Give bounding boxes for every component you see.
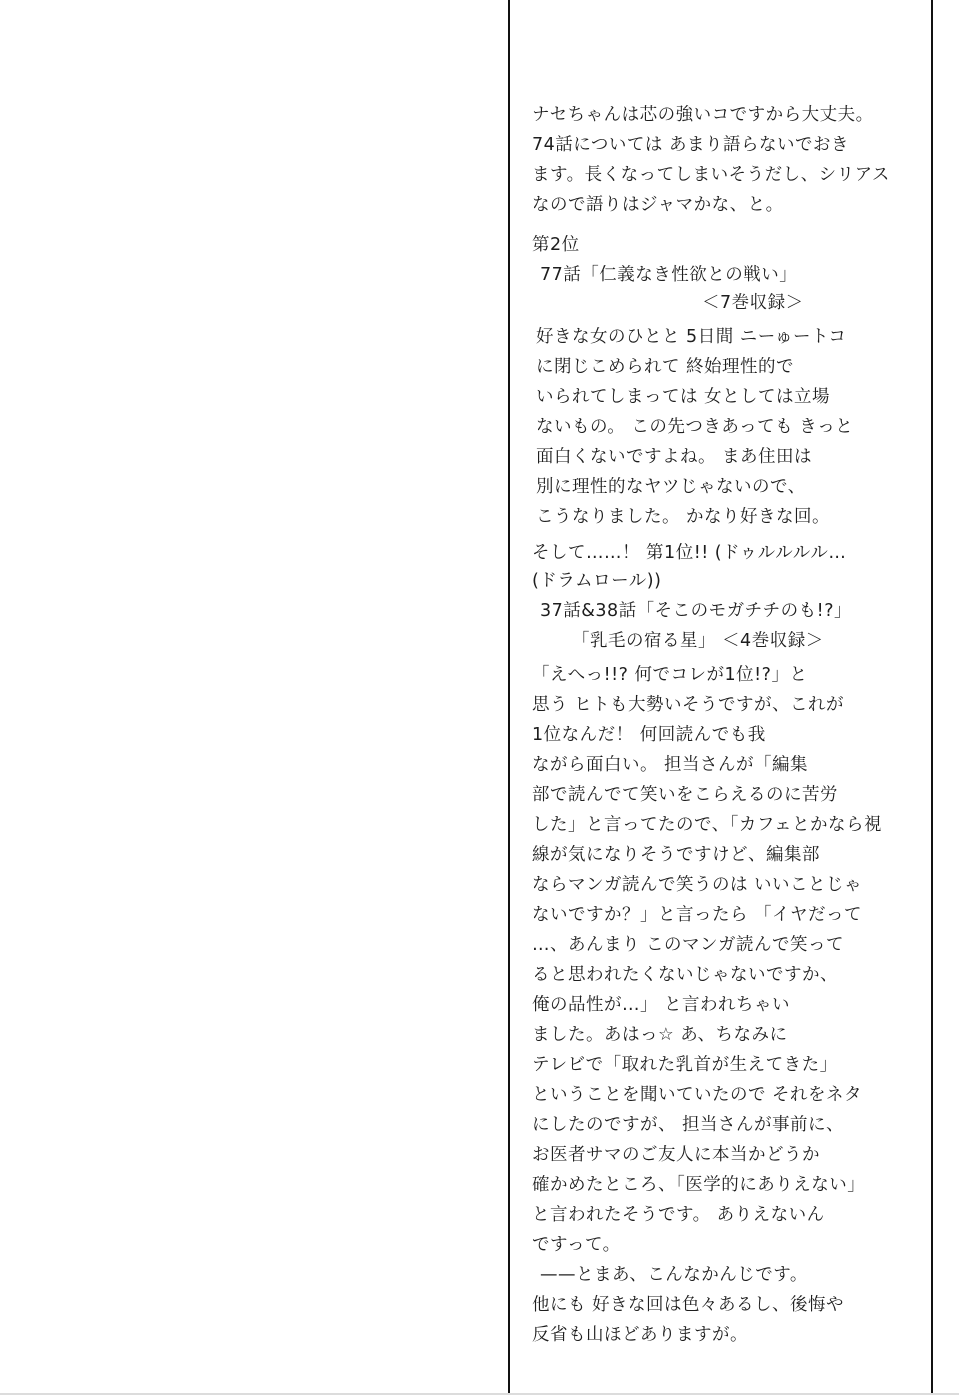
note-line: ナセちゃんは芯の強いコですから大丈夫。	[532, 105, 874, 125]
note-line: ないですか？」と言ったら 「イヤだって	[532, 905, 863, 925]
note-line: 思う ヒトも大勢いそうですが、これが	[532, 695, 845, 715]
note-line: 面白くないですよね。 まあ住田は	[536, 447, 813, 467]
note-line: に閉じこめられて 終始理性的で	[536, 357, 795, 377]
episode-title: 「乳毛の宿る星」 ＜4巻収録＞	[572, 631, 824, 651]
note-line: ました。あはっ☆ あ、ちなみに	[532, 1025, 788, 1045]
note-line: ないもの。 この先つきあっても きっと	[536, 417, 854, 437]
note-line: なので語りはジャマかな、と。	[532, 195, 784, 215]
note-line: 「えへっ!!? 何でコレが1位!?」と	[532, 665, 808, 685]
note-line: (ドラムロール))	[532, 571, 662, 591]
note-line: 別に理性的なヤツじゃないので、	[536, 477, 806, 497]
note-line: …、あんまり このマンガ読んで笑って	[532, 935, 845, 955]
note-line: ならマンガ読んで笑うのは いいことじゃ	[532, 875, 863, 895]
note-line: 他にも 好きな回は色々あるし、後悔や	[532, 1295, 845, 1315]
note-line: 俺の品性が…」 と言われちゃい	[532, 995, 791, 1015]
note-line: お医者サマのご友人に本当かどうか	[532, 1145, 820, 1165]
note-line: テレビで「取れた乳首が生えてきた」	[532, 1055, 838, 1075]
panel-border-left	[508, 0, 510, 1393]
note-line: 反省も山ほどありますが。	[532, 1325, 748, 1345]
note-line: ——とまあ、こんなかんじです。	[540, 1265, 808, 1285]
episode-title: 37話&38話「そこのモガチチのも!?」	[540, 601, 852, 621]
note-line: ですって。	[532, 1235, 621, 1255]
note-line: と言われたそうです。 ありえないん	[532, 1205, 825, 1225]
note-line: いられてしまっては 女としては立場	[536, 387, 831, 407]
note-line: 部で読んでて笑いをこらえるのに苦労	[532, 785, 838, 805]
rank-heading: そして……！ 第1位!! (ドゥルルルル…	[532, 543, 847, 563]
note-line: ながら面白い。 担当さんが「編集	[532, 755, 809, 775]
note-line: こうなりました。 かなり好きな回。	[536, 507, 831, 527]
note-line: ると思われたくないじゃないですか、	[532, 965, 838, 985]
panel-border-right	[931, 0, 933, 1393]
note-line: 74話については あまり語らないでおき	[532, 135, 849, 155]
note-line: した」と言ってたので、「カフェとかなら視	[532, 815, 883, 835]
note-line: ます。長くなってしまいそうだし、シリアス	[532, 165, 890, 185]
episode-title: 77話「仁義なき性欲との戦い」	[540, 265, 798, 285]
rank-heading: 第2位	[532, 235, 580, 255]
note-line: にしたのですが、 担当さんが事前に、	[532, 1115, 845, 1135]
note-line: 1位なんだ！ 何回読んでも我	[532, 725, 766, 745]
page-bottom-edge	[0, 1393, 959, 1395]
volume-note: ＜7巻収録＞	[702, 293, 804, 313]
note-line: 線が気になりそうですけど、編集部	[532, 845, 820, 865]
note-line: 好きな女のひとと 5日間 ニーゅートコ	[536, 327, 847, 347]
note-line: 確かめたところ、「医学的にありえない」	[532, 1175, 866, 1195]
note-line: ということを聞いていたので それをネタ	[532, 1085, 863, 1105]
